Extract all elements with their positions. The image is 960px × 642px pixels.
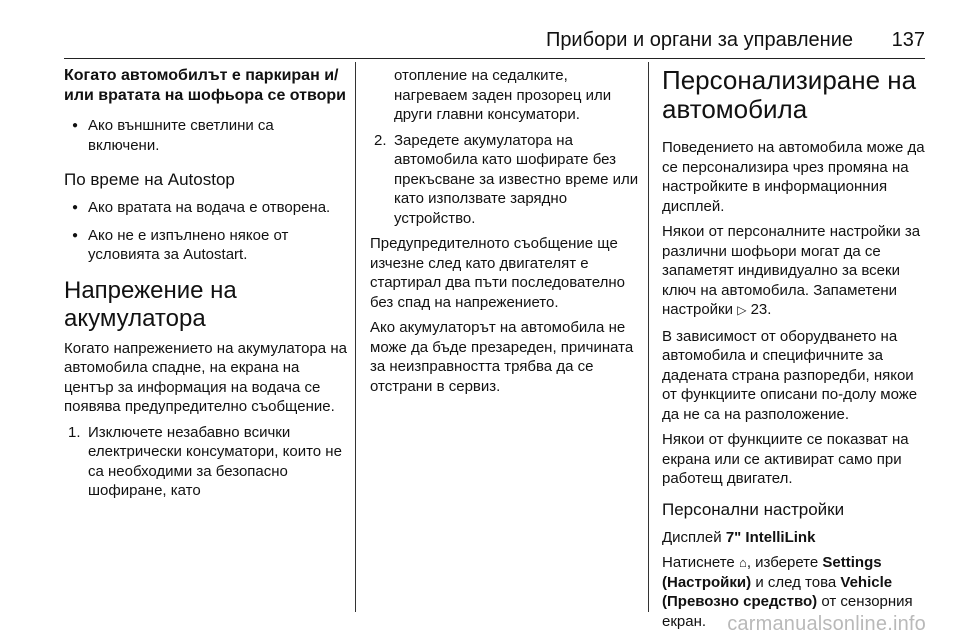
- bullet-list: [64, 198, 349, 265]
- page-header-title: Прибори и органи за управление: [545, 29, 853, 51]
- instruction-text: Натиснете: [662, 554, 735, 571]
- subheading-personal-settings: Персонални настройки: [662, 499, 845, 519]
- heading-parked: Когато автомобилът е паркиран и/или вратата на шофьора се отвори: [64, 67, 347, 104]
- paragraph-text: Някои от персоналните настройки за различни шофьори могат да се запаметят индивидуално за всеки ключ на автомобила. Запаметени настройки: [662, 223, 921, 318]
- instruction-text: и след това: [755, 573, 837, 591]
- vehicle-label: Vehicle (Превозно средство): [662, 573, 893, 610]
- column-1: [64, 66, 349, 507]
- step-text: Изключете незабавно всички електрически консуматори, които не са необходими за безопасно шофиране, като: [88, 423, 342, 499]
- heading-autostop: По време на Autostop: [64, 170, 235, 189]
- display-name: 7" IntelliLink: [725, 528, 816, 546]
- step-text: Заредете акумулатора на автомобила като шофирате без прекъсване за известно време или като използвате зарядно устройство.: [394, 131, 639, 227]
- column-divider: [355, 62, 356, 612]
- paragraph: В зависимост от оборудването на автомобила и специфичните за дадената страна разпоредби, някои от функциите описани по-долу може да не са на разположение.: [662, 327, 918, 423]
- page-reference[interactable]: 23.: [750, 301, 772, 318]
- home-icon: ⌂: [738, 555, 747, 570]
- paragraph: Ако акумулаторът на автомобила не може да бъде презареден, причината за неизправността трябва да се отстрани в сервиз.: [370, 319, 634, 395]
- step-number: 1.: [68, 423, 81, 441]
- instruction-text: от сензорния екран.: [662, 593, 913, 630]
- paragraph: [662, 222, 928, 321]
- column-divider: [648, 62, 649, 612]
- list-item: ● Ако не е изпълнено някое от условията за Autostart.: [64, 226, 349, 265]
- step-list: [64, 423, 349, 501]
- column-3: [662, 66, 928, 637]
- display-prefix: Дисплей: [662, 528, 722, 546]
- paragraph: Поведението на автомобила може да се персонализира чрез промяна на настройките в информационния дисплей.: [662, 139, 925, 215]
- display-line: [662, 528, 928, 548]
- list-item: ● Ако вратата на водача е отворена.: [64, 198, 349, 218]
- list-item: [64, 423, 349, 501]
- page-header: [64, 28, 925, 59]
- page-number: 137: [891, 29, 925, 51]
- section-title-battery: Напрежение на акумулатора: [64, 276, 237, 332]
- list-item: [370, 131, 642, 229]
- reference-arrow-icon: ▷: [737, 303, 747, 317]
- watermark: carmanualsonline.info: [727, 613, 926, 635]
- paragraph: Някои от функциите се показват на екрана или се активират само при работещ двигател.: [662, 431, 909, 487]
- step-number: 2.: [374, 131, 387, 149]
- section-title-personalization: Персонализиране на автомобила: [662, 65, 917, 124]
- instruction-text: , изберете: [746, 554, 819, 571]
- column-2: [370, 66, 642, 402]
- settings-label: Settings (Настройки): [662, 554, 882, 591]
- paragraph: Предупредителното съобщение ще изчезне след като двигателят е стартирал два пъти последователно без спад на напрежението.: [370, 235, 625, 311]
- continued-text: отопление на седалките, нагреваем заден прозорец или други главни консуматори.: [394, 67, 612, 123]
- paragraph: Когато напрежението на акумулатора на автомобила спадне, на екрана на център за информация на водача се появява предупредително съобщение.: [64, 339, 347, 415]
- list-item: ● Ако външните светлини са включени.: [64, 116, 349, 155]
- bullet-list: [64, 116, 349, 155]
- step-list: [370, 131, 642, 229]
